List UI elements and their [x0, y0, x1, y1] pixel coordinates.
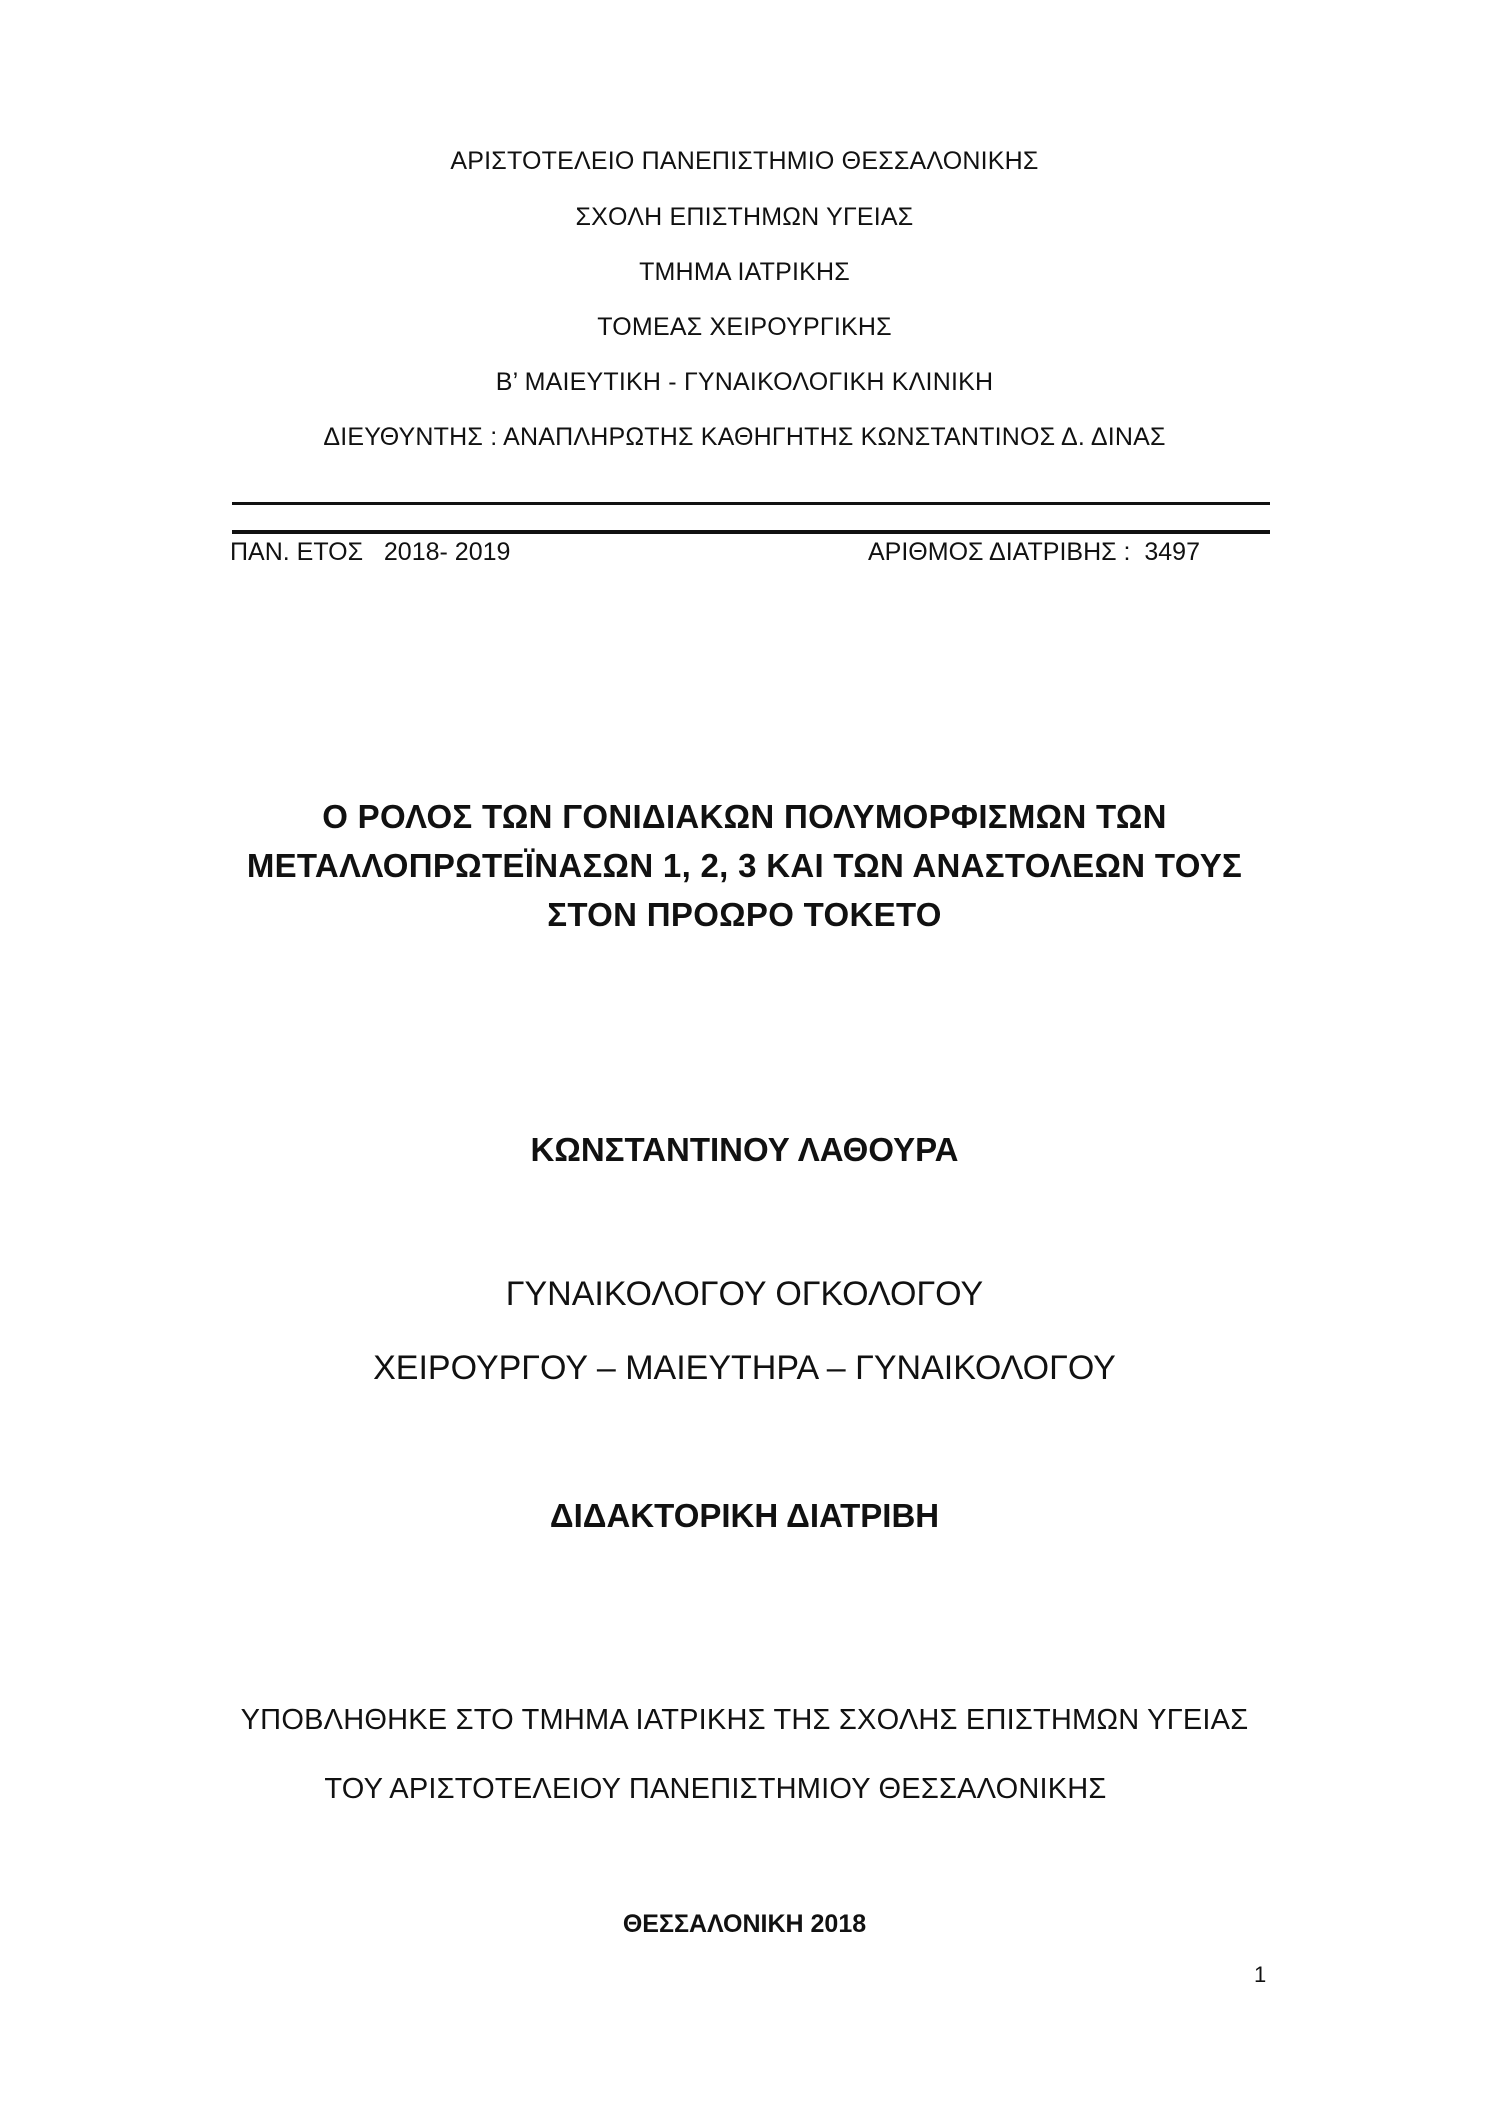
thesis-title-line-2: ΜΕΤΑΛΛΟΠΡΩΤΕΪΝΑΣΩΝ 1, 2, 3 ΚΑΙ ΤΩΝ ΑΝΑΣΤΟΛΕΩΝ ΤΟΥΣ — [246, 847, 1243, 884]
header-divider-top — [232, 502, 1270, 505]
thesis-title-line-1: Ο ΡΟΛΟΣ ΤΩΝ ΓΟΝΙΔΙΑΚΩΝ ΠΟΛΥΜΟΡΦΙΣΜΩΝ ΤΩΝ — [322, 798, 1167, 835]
author-specialty-1: ΓΥΝΑΙΚΟΛΟΓΟΥ ΟΓΚΟΛΟΓΟΥ — [505, 1275, 984, 1313]
place-and-year: ΘΕΣΣΑΛΟΝΙΚΗ 2018 — [622, 1910, 867, 1938]
director-line: ΔΙΕΥΘΥΝΤΗΣ : ΑΝΑΠΛΗΡΩΤΗΣ ΚΑΘΗΓΗΤΗΣ ΚΩΝΣΤΑΝΤΙΝΟΣ Δ. ΔΙΝΑΣ — [323, 423, 1166, 451]
thesis-number: ΑΡΙΘΜΟΣ ΔΙΑΤΡΙΒΗΣ : 3497 — [868, 538, 1200, 566]
school-name: ΣΧΟΛΗ ΕΠΙΣΤΗΜΩΝ ΥΓΕΙΑΣ — [575, 203, 914, 231]
thesis-type: ΔΙΔΑΚΤΟΡΙΚΗ ΔΙΑΤΡΙΒΗ — [549, 1497, 940, 1534]
university-name: ΑΡΙΣΤΟΤΕΛΕΙΟ ΠΑΝΕΠΙΣΤΗΜΙΟ ΘΕΣΣΑΛΟΝΙΚΗΣ — [450, 147, 1039, 175]
academic-year: ΠΑΝ. ΕΤΟΣ 2018- 2019 — [230, 538, 511, 566]
clinic-name: Β’ ΜΑΙΕΥΤΙΚΗ - ΓΥΝΑΙΚΟΛΟΓΙΚΗ ΚΛΙΝΙΚΗ — [495, 368, 994, 396]
sector-name: ΤΟΜΕΑΣ ΧΕΙΡΟΥΡΓΙΚΗΣ — [597, 313, 892, 341]
department-name: ΤΜΗΜΑ ΙΑΤΡΙΚΗΣ — [639, 258, 850, 286]
page-number: 1 — [1254, 1962, 1267, 1987]
header-divider-bottom — [232, 530, 1270, 534]
author-name: ΚΩΝΣΤΑΝΤΙΝΟΥ ΛΑΘΟΥΡΑ — [530, 1131, 959, 1168]
submission-line-1: ΥΠΟΒΛΗΘΗΚΕ ΣΤΟ ΤΜΗΜΑ ΙΑΤΡΙΚΗΣ ΤΗΣ ΣΧΟΛΗΣ ΕΠΙΣΤΗΜΩΝ ΥΓΕΙΑΣ — [240, 1704, 1249, 1736]
author-specialty-2: ΧΕΙΡΟΥΡΓΟΥ – ΜΑΙΕΥΤΗΡΑ – ΓΥΝΑΙΚΟΛΟΓΟΥ — [373, 1349, 1116, 1387]
thesis-title-line-3: ΣΤΟΝ ΠΡΟΩΡΟ ΤΟΚΕΤΟ — [547, 896, 942, 933]
submission-line-2: ΤΟΥ ΑΡΙΣΤΟΤΕΛΕΙΟΥ ΠΑΝΕΠΙΣΤΗΜΙΟΥ ΘΕΣΣΑΛΟΝΙΚΗΣ — [324, 1773, 1107, 1805]
